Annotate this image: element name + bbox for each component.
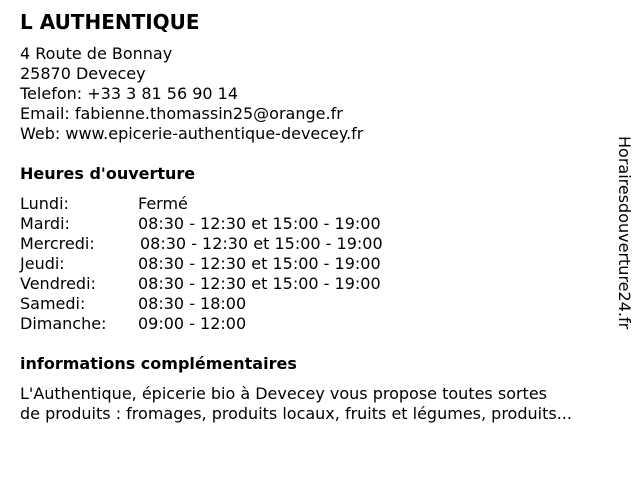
watermark-text: Horairesdouverture24.fr [615,136,634,330]
time-value: Fermé [138,194,188,213]
contact-block [20,44,363,144]
watermark [612,136,636,342]
opening-hours-heading: Heures d'ouverture [20,164,196,183]
hours-row-saturday [20,294,460,314]
day-label: Lundi: [20,194,69,213]
website-line: Web: www.epicerie-authentique-devecey.fr [20,124,364,143]
info-line: de produits : fromages, produits locaux, fruits et légumes, produits... [20,404,572,423]
hours-row-wednesday [20,234,460,254]
address-street: 4 Route de Bonnay [20,44,173,63]
time-value: 09:00 - 12:00 [138,314,247,333]
hours-row-monday [20,194,460,214]
hours-row-sunday [20,314,460,334]
opening-hours-table [20,194,460,334]
time-value: 08:30 - 18:00 [138,294,247,313]
hours-row-thursday [20,254,460,274]
phone-line: Telefon: +33 3 81 56 90 14 [20,84,239,103]
day-label: Mercredi: [20,234,95,253]
additional-info-heading: informations complémentaires [20,354,297,373]
time-value: 08:30 - 12:30 et 15:00 - 19:00 [138,214,381,233]
time-value: 08:30 - 12:30 et 15:00 - 19:00 [138,274,381,293]
additional-info-text [20,384,630,424]
hours-row-friday [20,274,460,294]
info-line: L'Authentique, épicerie bio à Devecey vous propose toutes sortes [20,384,548,403]
email-line: Email: fabienne.thomassin25@orange.fr [20,104,343,123]
time-value: 08:30 - 12:30 et 15:00 - 19:00 [138,254,381,273]
time-value: 08:30 - 12:30 et 15:00 - 19:00 [140,234,383,253]
day-label: Samedi: [20,294,86,313]
hours-row-tuesday [20,214,460,234]
address-city: 25870 Devecey [20,64,146,83]
day-label: Mardi: [20,214,70,233]
business-name: L AUTHENTIQUE [20,10,200,34]
day-label: Jeudi: [20,254,65,273]
day-label: Dimanche: [20,314,107,333]
day-label: Vendredi: [20,274,96,293]
